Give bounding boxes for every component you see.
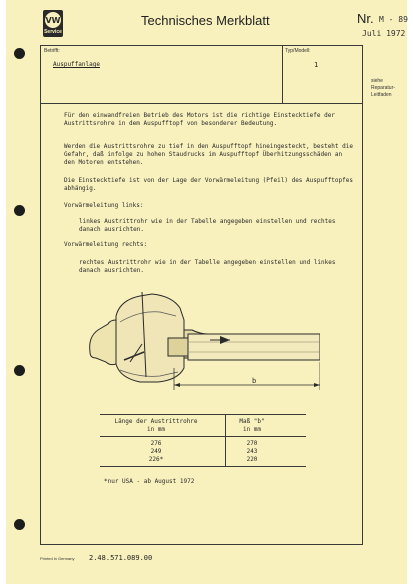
header-row [41,46,362,104]
links-text: linkes Austrittrohr wie in der Tabelle angegeben einstellen und rechtes danach ausrichten. [79,218,336,233]
vw-logo [43,10,63,37]
punch-hole [14,205,25,216]
table-header-rule [100,436,306,437]
punch-hole [14,48,25,59]
punch-hole [14,365,25,376]
table-cell-b: 270 [246,440,258,447]
col2-unit: in mm [242,426,262,433]
dimension-b-label: b [252,377,257,385]
issue-date: Juli 1972 [362,29,406,38]
col1-header: Länge der Austrittrohre [114,418,198,425]
punch-hole [14,519,25,530]
table-cell-length: 226* [148,456,164,463]
header-divider [282,46,283,103]
page-title: Technisches Merkblatt [141,13,270,28]
nr-label: Nr. [357,11,374,26]
table-top-rule [100,414,306,415]
typ-label: Typ/Modell: [285,48,311,54]
table-column-divider [225,414,226,467]
betrifft-value: Auspuffanlage [53,61,100,68]
rechts-text: rechtes Austrittrohr wie in der Tabelle angegeben einstellen und linkes danach ausrichten. [79,259,336,274]
table-cell-b: 220 [246,456,258,463]
table-cell-b: 243 [246,448,258,455]
typ-value: 1 [314,61,319,69]
table-cell-length: 249 [150,448,162,455]
side-note: siehe Reparatur-Leitfaden [371,78,395,98]
document-code: 2.48.571.089.00 [89,554,153,562]
vw-logo-mark: VW [45,12,61,28]
paragraph-3: Die Einstecktiefe ist von der Lage der Vorwärmeleitung (Pfeil) des Auspufftopfes abhängig. [64,177,353,192]
col1-unit: in mm [146,426,166,433]
exhaust-diagram [80,282,320,394]
paragraph-1: Für den einwandfreien Betrieb des Motors ist die richtige Einstecktiefe der Austrittsrohre in dem Auspufftopf von besonderer Bedeutung. [64,112,335,127]
table-cell-length: 276 [150,440,162,447]
rechts-heading: Vorwärmeleitung rechts: [64,241,148,248]
paragraph-2: Werden die Austrittsrohre zu tief in den Auspufftopf hineingesteckt, besteht die Gefahr, daß infolge zu hohen Staudrucks im Auspufftopf Überhitzungsschäden an den Motoren entstehen. [64,143,353,166]
links-heading: Vorwärmeleitung links: [64,202,144,209]
muffler-pipe-end [90,320,116,365]
table-bottom-rule [100,466,306,467]
printer-label: Printed in Germany [40,556,75,561]
vw-logo-caption: Service [44,29,62,35]
betrifft-label: Betrifft: [44,48,60,54]
nr-value: M - 89 [379,15,408,24]
table-footnote: *nur USA - ab August 1972 [104,478,195,485]
col2-header: Maß "b" [239,418,265,425]
